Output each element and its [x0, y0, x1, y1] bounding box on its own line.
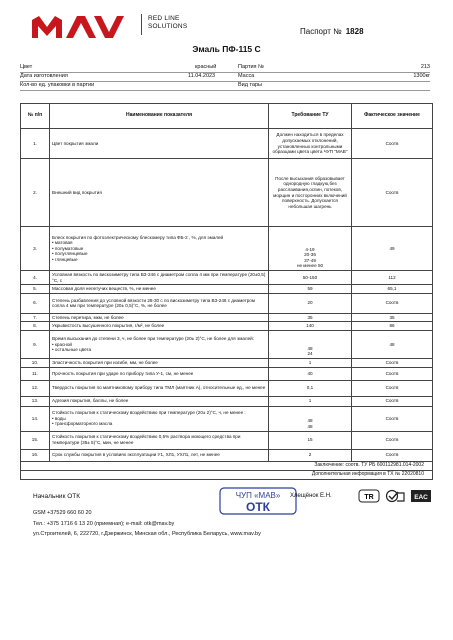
logo-divider: [141, 14, 142, 35]
row-name: Эластичность покрытия при изгибе, мм, не более: [50, 358, 269, 367]
row-actual: 112: [352, 271, 433, 285]
table-row: [21, 271, 433, 285]
row-name: Стойкость покрытия к статическому воздействию 0,5% раствора моющего средства при температуре (35± 5)°С, мин, не менее: [50, 431, 269, 449]
row-number: 5.: [21, 285, 50, 294]
table-row: [21, 313, 433, 322]
row-requirement: 59: [269, 285, 352, 294]
table-row: [21, 449, 433, 461]
tr-cert-icon: [358, 489, 380, 503]
row-name: Цвет покрытия эмали: [50, 129, 269, 159]
row-number: 3.: [21, 227, 50, 271]
row-actual: Соотв: [352, 367, 433, 380]
row-requirement: 20: [269, 293, 352, 313]
row-name: Адгезия покрытия, баллы, не более: [50, 396, 269, 406]
row-name: Условная вязкость по вискозиметру типа ВЗ-246 с диаметром сопла 4 мм при температуре (20±0,5)°С, с: [50, 271, 269, 285]
table-row: [21, 129, 433, 159]
row-name: Блеск покрытия по фотоэлектрическому блескомеру типа ФБ-2 , %, для эмалей • матовая • полуматовые • полуглянцевые • глянцевые: [50, 227, 269, 271]
row-name: Степень перетира, мкм, не более: [50, 313, 269, 322]
document-title: Эмаль ПФ-115 С: [192, 44, 261, 54]
eac-icon: [410, 489, 432, 503]
contact-info: [33, 508, 261, 540]
table-row: [21, 470, 433, 479]
row-actual: 49: [352, 227, 433, 271]
row-requirement: 50-150: [269, 271, 352, 285]
row-actual: Соотв: [352, 380, 433, 396]
row-actual: 65,1: [352, 285, 433, 294]
row-requirement: После высыхания образовывает однородную гладкую,без расслаивания,оспин, потеков, морщин и посторонних включений поверхность. Допускается небольшая шагрень: [269, 159, 352, 227]
row-requirement: Должен находиться в пределах допускаемых отклонений, установленных контрольными образцами цвета цвета ЧУП "МАВ": [269, 129, 352, 159]
row-number: 7.: [21, 313, 50, 322]
info-row-date: Дата изготовления 11.04.2023 Масса 1300кг: [20, 73, 430, 82]
logo-subtitle: RED LINE SOLUTIONS: [148, 15, 188, 30]
row-actual: 86: [352, 322, 433, 331]
row-actual: Соотв: [352, 406, 433, 431]
row-number: 9.: [21, 330, 50, 358]
row-requirement: 140: [269, 322, 352, 331]
row-name: Срок службы покрытия в условиях эксплуатации У1, ХЛ1, УХЛ1, лет, не менее: [50, 449, 269, 461]
info-block: [20, 64, 430, 91]
row-actual: Соотв: [352, 293, 433, 313]
row-name: Внешний вид покрытия: [50, 159, 269, 227]
row-number: 10.: [21, 358, 50, 367]
row-actual: Соотв: [352, 449, 433, 461]
header-actual: Фактическое значение: [352, 104, 433, 129]
row-name: Твердость покрытия по маятниковому прибору типа ТМЛ (маятник А), относительные ед., не менее: [50, 380, 269, 396]
row-requirement: 1: [269, 396, 352, 406]
table-row: [21, 367, 433, 380]
header-requirement: Требование ТУ: [269, 104, 352, 129]
row-number: 2.: [21, 159, 50, 227]
svg-text:TR: TR: [364, 494, 374, 501]
row-actual: Соотв: [352, 159, 433, 227]
header-number: № п/п: [21, 104, 50, 129]
info-row-count: Кол-во ед. упаковки в партии Вид тары: [20, 82, 430, 91]
row-requirement: 35: [269, 313, 352, 322]
row-requirement: 2: [269, 449, 352, 461]
row-requirement: 48 48: [269, 406, 352, 431]
conclusion-text: Заключение: соотв. ТУ РБ 600112981.014-2002: [21, 461, 433, 470]
mav-logo: [30, 14, 134, 40]
table-row: [21, 380, 433, 396]
row-number: 13.: [21, 396, 50, 406]
table-row: [21, 293, 433, 313]
header-name: Наименование показателя: [50, 104, 269, 129]
stamp-line2: ОТК: [246, 500, 270, 514]
table-row: [21, 285, 433, 294]
table-row: [21, 227, 433, 271]
row-sub-item: • трансформаторного масла: [52, 421, 113, 427]
row-actual: Соотв: [352, 358, 433, 367]
row-sub-item: • полуглянцевые: [52, 251, 88, 257]
row-name: Степень разбавления до условной вязкости 28-30 с по вискозиметру типа ВЗ-246 с диаметром сопла 4 мм при температуре (20± 0,5)°С, %, не более: [50, 293, 269, 313]
row-requirement: 48 24: [269, 330, 352, 358]
row-number: 15.: [21, 431, 50, 449]
address-line: ул.Строителей, 6, 222720, г.Дзержинск, Минская обл., Республика Беларусь, www.mav.by: [33, 531, 261, 537]
row-requirement: 0,1: [269, 380, 352, 396]
row-actual: 48: [352, 330, 433, 358]
table-body: [21, 129, 433, 480]
row-requirement: 15: [269, 431, 352, 449]
row-actual: Соотв: [352, 396, 433, 406]
table-row: [21, 358, 433, 367]
tel-line: Тел.: +375 1716 6 13 20 (приемная); e-mail: otk@mav.by: [33, 520, 175, 527]
row-actual: 35: [352, 313, 433, 322]
row-actual: Соотв: [352, 431, 433, 449]
row-number: 8.: [21, 322, 50, 331]
row-number: 4.: [21, 271, 50, 285]
gsm-line: GSM +37529 660 60 20: [33, 510, 92, 516]
passport-number: Паспорт № 1828: [300, 27, 364, 36]
row-requirement: 4-19 20-36 37-49 не менее 50: [269, 227, 352, 271]
table-row: [21, 159, 433, 227]
row-number: 12.: [21, 380, 50, 396]
cert-mark-icon: [384, 489, 406, 503]
row-requirement: 1: [269, 358, 352, 367]
stamp-line1: ЧУП «МАВ»: [235, 491, 281, 500]
row-name: Укрывистость высушенного покрытия, г/м², не более: [50, 322, 269, 331]
table-row: [21, 431, 433, 449]
specs-table: [20, 103, 433, 480]
row-actual: Соотв: [352, 129, 433, 159]
table-header-row: [21, 104, 433, 129]
chief-label: Начальник ОТК: [33, 493, 81, 500]
row-number: 1.: [21, 129, 50, 159]
row-name: Прочность покрытия при ударе по прибору типа У-1, см, не менее: [50, 367, 269, 380]
row-sub-item: • матовая: [52, 240, 73, 246]
row-sub-item: • воды: [52, 415, 66, 421]
row-name: Стойкость покрытия к статическому воздействию при температуре (20± 2)°С, ч, не менее : • воды • трансформаторного масла: [50, 406, 269, 431]
row-name: Массовая доля нелетучих веществ, %, не менее: [50, 285, 269, 294]
table-row: [21, 330, 433, 358]
row-number: 16.: [21, 449, 50, 461]
row-number: 6.: [21, 293, 50, 313]
table-row: [21, 322, 433, 331]
extra-info-text: Дополнительная информация в ТХ № 22020810: [21, 470, 433, 479]
row-sub-item: • глянцевые: [52, 256, 78, 262]
svg-text:ЕАС: ЕАС: [414, 494, 428, 501]
row-sub-item: • красной: [52, 341, 72, 347]
row-number: 14.: [21, 406, 50, 431]
table-row: [21, 406, 433, 431]
row-number: 11.: [21, 367, 50, 380]
info-row-color: Цвет красный Партия № 213: [20, 64, 430, 73]
row-name: Время высыхания до степени 3, ч, не более при температуре (20± 2)°С, не более для эмалей: • красной • остальные цвета: [50, 330, 269, 358]
chief-name: Хлещёнок Е.Н.: [290, 493, 332, 499]
table-row: [21, 396, 433, 406]
table-row: [21, 461, 433, 470]
row-requirement: 40: [269, 367, 352, 380]
row-sub-item: • полуматовые: [52, 245, 84, 251]
row-sub-item: • остальные цвета: [52, 347, 92, 353]
